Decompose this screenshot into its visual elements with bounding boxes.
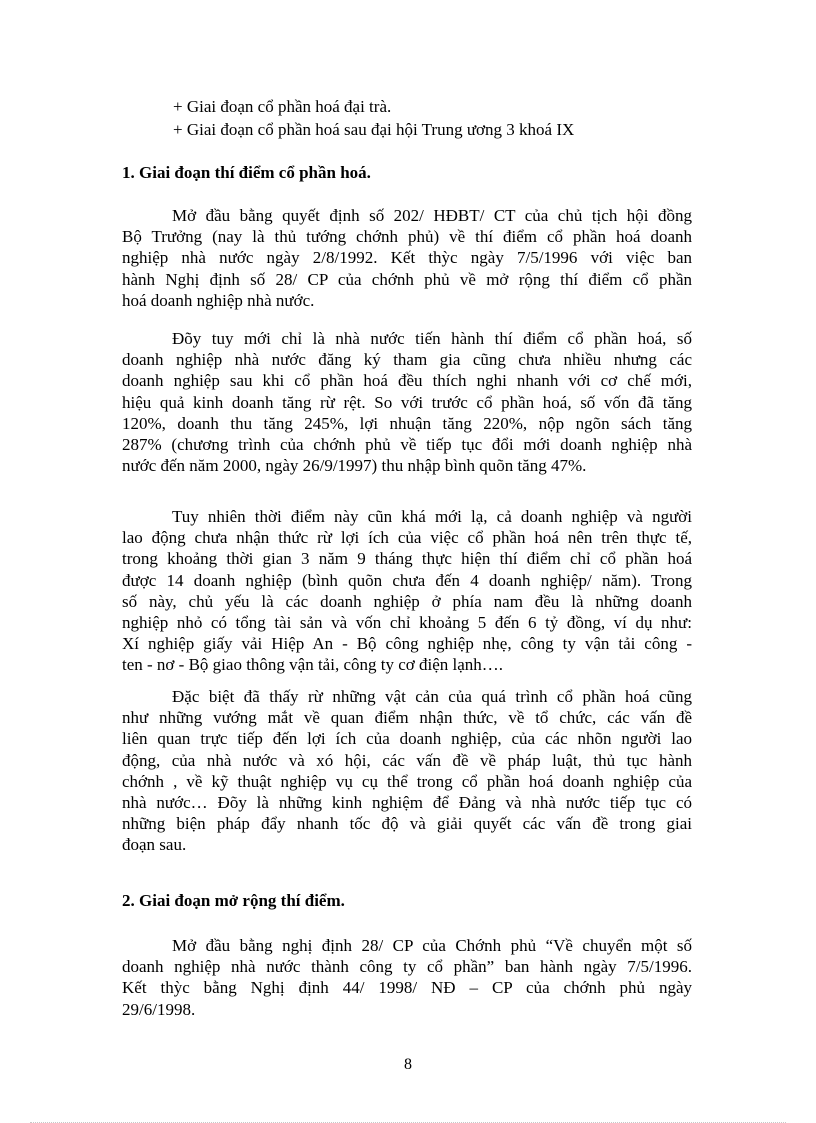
paragraph-pilot-intro bbox=[122, 205, 692, 311]
paragraph-expansion-intro bbox=[122, 935, 692, 1020]
text-line: nghiệp nhỏ có tổng tài sản và vốn chỉ khoảng 5 đến 6 tỷ đồng, ví dụ như: bbox=[122, 613, 692, 633]
section-heading-pilot: 1. Giai đoạn thí điểm cổ phần hoá. bbox=[122, 163, 371, 182]
text-line: những biện pháp đẩy nhanh tốc độ và giải quyết các vấn đề trong giai bbox=[122, 814, 692, 834]
text-line: hoá doanh nghiệp nhà nước. bbox=[122, 290, 315, 310]
text-line: Đõy tuy mới chỉ là nhà nước tiến hành thí điểm cổ phần hoá, số bbox=[172, 329, 692, 348]
text-line: trong khoảng thời gian 3 năm 9 tháng thực hiện thí điểm chỉ cổ phần hoá bbox=[122, 549, 692, 569]
text-line: hành Nghị định số 28/ CP của chớnh phủ về mở rộng thí điểm cổ phần bbox=[122, 269, 692, 289]
paragraph-pilot-lessons bbox=[122, 686, 692, 856]
text-line: Mở đầu bằng quyết định số 202/ HĐBT/ CT của chủ tịch hội đồng bbox=[172, 206, 692, 225]
paragraph-pilot-results bbox=[122, 328, 692, 476]
text-line: hiệu quả kinh doanh tăng rừ rệt. So với trước cổ phần hoá, số vốn đã tăng bbox=[122, 392, 692, 412]
bullet-item-after-congress: + Giai đoạn cổ phần hoá sau đại hội Trung ương 3 khoá IX bbox=[173, 120, 575, 139]
paragraph-pilot-limitations bbox=[122, 506, 692, 676]
text-line: liên quan trực tiếp đến lợi ích của doanh nghiệp, của các nhõn người lao bbox=[122, 729, 692, 749]
text-line: nghiệp nhà nước ngày 2/8/1992. Kết thỳc ngày 7/5/1996 với việc ban bbox=[122, 248, 692, 268]
text-line: động, của nhà nước và xó hội, các vấn đề về pháp luật, thủ tục hành bbox=[122, 750, 692, 770]
text-line: như những vướng mắt về quan điểm nhận thức, về tổ chức, các vấn đề bbox=[122, 708, 692, 728]
text-line: nước đến năm 2000, ngày 26/9/1997) thu nhập bình quõn tăng 47%. bbox=[122, 456, 587, 476]
text-line: nhà nước… Đõy là những kinh nghiệm để Đảng và nhà nước tiếp tục có bbox=[122, 793, 692, 813]
text-line: doanh nghiệp nhà nước thành công ty cổ phần” ban hành ngày 7/5/1996. bbox=[122, 957, 692, 977]
text-line: lao động chưa nhận thức rừ lợi ích của việc cổ phần hoá nên trên thực tế, bbox=[122, 528, 692, 548]
page-number: 8 bbox=[404, 1056, 412, 1073]
text-line: được 14 doanh nghiệp (bình quõn chưa đến 4 doanh nghiệp/ năm). Trong bbox=[122, 570, 692, 590]
text-line: Xí nghiệp giấy vải Hiệp An - Bộ công nghiệp nhẹ, công ty vận tải công - bbox=[122, 634, 692, 654]
text-line: 29/6/1998. bbox=[122, 999, 196, 1019]
text-line: Mở đầu bằng nghị định 28/ CP của Chớnh phủ “Về chuyển một số bbox=[172, 936, 692, 955]
text-line: Đặc biệt đã thấy rừ những vật cản của quá trình cổ phần hoá cũng bbox=[172, 687, 692, 706]
text-line: 287% (chương trình của chớnh phủ về tiếp tục đổi mới doanh nghiệp nhà bbox=[122, 435, 692, 455]
text-line: Kết thỳc bằng Nghị định 44/ 1998/ NĐ – CP của chớnh phủ ngày bbox=[122, 978, 692, 998]
text-line: 120%, doanh thu tăng 245%, lợi nhuận tăng 220%, nộp ngõn sách tăng bbox=[122, 413, 692, 433]
bullet-item-mass-equitization: + Giai đoạn cổ phần hoá đại trà. bbox=[173, 97, 392, 116]
text-line: Bộ Trưởng (nay là thủ tướng chớnh phủ) về thí điểm cổ phần hoá doanh bbox=[122, 227, 692, 247]
section-heading-expansion: 2. Giai đoạn mở rộng thí điểm. bbox=[122, 891, 345, 910]
text-line: đoạn sau. bbox=[122, 835, 187, 855]
text-line: ten - nơ - Bộ giao thông vận tải, công ty cơ điện lạnh…. bbox=[122, 655, 504, 675]
text-line: số này, chủ yếu là các doanh nghiệp ở phía nam đều là những doanh bbox=[122, 591, 692, 611]
text-line: doanh nghiệp sau khi cổ phần hoá đều thích nghi nhanh với cơ chế mới, bbox=[122, 371, 692, 391]
text-line: chớnh , về kỹ thuật nghiệp vụ cụ thể trong cổ phần hoá doanh nghiệp của bbox=[122, 771, 692, 791]
text-line: Tuy nhiên thời điểm này cũn khá mới lạ, cả doanh nghiệp và người bbox=[172, 507, 692, 526]
text-line: doanh nghiệp nhà nước đăng ký tham gia cũng chưa nhiều nhưng các bbox=[122, 350, 692, 370]
